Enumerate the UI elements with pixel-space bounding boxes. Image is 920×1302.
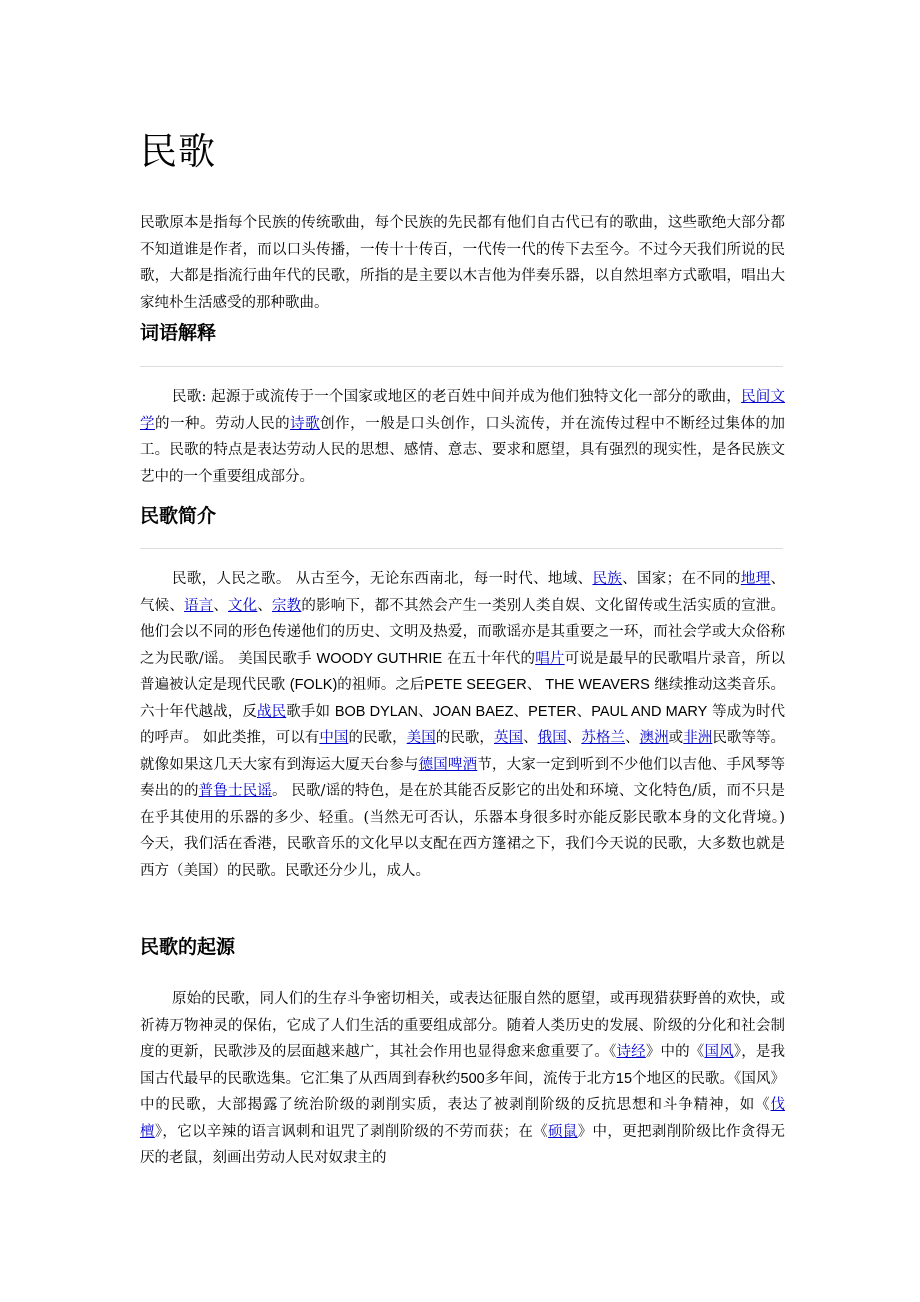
link-shijing[interactable]: 诗经: [616, 1044, 646, 1060]
intro-section-paragraph: [140, 566, 785, 884]
section-heading-origin: 民歌的起源: [140, 936, 236, 958]
text-run: 、: [213, 597, 228, 614]
section-divider: [140, 548, 783, 549]
text-run: 的影响下，都不其然会产生一类别人类自娱、文化留传或生活实质的宣泄。 他们会以不同的形色传递他们的历史、文明及热爱，而歌谣亦是其重要之一环，而社会学或大众俗称之为民歌/谣。 美国民歌手: [140, 597, 786, 667]
link-guofeng[interactable]: 国风: [704, 1044, 734, 1060]
link-australia[interactable]: 澳洲: [639, 730, 669, 746]
text-run: 民歌，人民之歌。 从古至今，无论东西南北，每一时代、地域、: [172, 571, 593, 587]
link-record[interactable]: 唱片: [535, 650, 565, 667]
text-run: 》，是我国古代最早的民歌选集。它汇集了从西周到春秋约: [140, 1044, 786, 1087]
link-shuoshu[interactable]: 硕鼠: [548, 1123, 578, 1140]
link-poetry[interactable]: 诗歌: [290, 415, 321, 432]
text-run: 、: [566, 730, 582, 746]
link-prussian-folk[interactable]: 普鲁士民谣: [198, 783, 272, 799]
text-run: 在五十年代的: [442, 650, 536, 667]
text-run: 。 民歌/谣的特色，是在於其能否反影它的出处和环境、文化特色/质，而不只是在乎其使用的乐器的多少、轻重。(当然无可否认，乐器本身很多时亦能反影民歌本身的文化背境。) 今天，我们活在香港，民歌音乐的文化早以支配在西方篷裙之下，我们今天说的民歌，大多数也就是西方（美国）的民歌。民歌还分少儿，成人。: [140, 783, 786, 879]
link-anti-war[interactable]: 战民: [257, 703, 287, 720]
section-heading-intro: 民歌简介: [140, 505, 217, 527]
text-run: 》中，更把剥削阶级比作贪得无厌的老鼠，刻画出劳动人民对奴隶主的: [140, 1123, 786, 1166]
text-run: 节，大家一定到听到不少他们以吉他、手风琴等奏出的的: [140, 756, 786, 799]
link-uk[interactable]: 英国: [493, 730, 524, 746]
text-run: 15: [615, 1070, 633, 1087]
text-run: 原始的民歌，同人们的生存斗争密切相关，或表达征服自然的愿望，或再现猎获野兽的欢快，或祈祷万物神灵的保佑，它成了人们生活的重要组成部分。随着人类历史的发展、阶级的分化和社会制度的更新，民歌涉及的层面越来越广，其社会作用也显得愈来愈重要了。《: [140, 991, 785, 1060]
link-religion[interactable]: 宗教: [272, 597, 302, 614]
text-run: 的民歌，: [435, 730, 494, 746]
text-run: 等成为时代的呼声。 如此类推，可以有: [140, 703, 786, 746]
link-language[interactable]: 语言: [184, 597, 214, 614]
text-run: 、: [523, 730, 538, 746]
text-run: WOODY GUTHRIE: [316, 650, 443, 667]
text-run: 的一种。劳动人民的: [155, 415, 291, 432]
definition-paragraph: [140, 384, 785, 490]
text-run: 个地区的民歌。《国风》中的民歌，大部揭露了统治阶级的剥削实质，表达了被剥削阶级的反抗思想和斗争精神，如《: [140, 1070, 786, 1113]
link-folk-literature[interactable]: 民间文学: [140, 389, 786, 432]
text-run: 、: [257, 597, 272, 614]
text-run: 歌手如: [286, 703, 335, 720]
text-run: 民歌: 起源于或流传于一个国家或地区的老百姓中间并成为他们独特文化一部分的歌曲，: [172, 389, 742, 405]
text-run: 继续推动这类音乐。六十年代越战，反: [140, 677, 786, 720]
text-run: BOB DYLAN、JOAN BAEZ、PETER、PAUL AND MARY: [334, 703, 708, 720]
text-run: 》中的《: [645, 1044, 705, 1060]
link-scotland[interactable]: 苏格兰: [581, 730, 625, 746]
text-run: 民歌等等。就像如果这几天大家有到海运大厦天台参与: [140, 730, 786, 773]
text-run: 、气候、: [140, 571, 786, 614]
link-china[interactable]: 中国: [319, 730, 349, 746]
text-run: 的民歌，: [348, 730, 407, 746]
link-ethnicity[interactable]: 民族: [592, 571, 623, 587]
text-run: 的祖师。之后: [337, 677, 425, 693]
section-divider: [140, 366, 783, 367]
link-usa[interactable]: 美国: [406, 730, 436, 746]
text-run: 》，它以辛辣的语言讽刺和诅咒了剥削阶级的不劳而获；在《: [154, 1123, 549, 1140]
intro-paragraph: 民歌原本是指每个民族的传统歌曲，每个民族的先民都有他们自古代已有的歌曲，这些歌绝大部分都不知道谁是作者，而以口头传播，一传十十传百，一代传一代的传下去至今。不过今天我们所说的民歌，大都是指流行曲年代的民歌，所指的是主要以木吉他为伴奏乐器，以自然坦率方式歌唱，唱出大家纯朴生活感受的那种歌曲。: [140, 215, 785, 311]
text-run: (FOLK): [289, 677, 338, 693]
link-german-beer[interactable]: 德国啤酒: [418, 756, 478, 773]
section-heading-definition: 词语解释: [140, 322, 217, 344]
origin-paragraph: [140, 986, 785, 1172]
link-africa[interactable]: 非洲: [683, 730, 713, 746]
text-run: 、国家；在不同的: [622, 571, 741, 587]
link-geography[interactable]: 地理: [740, 571, 771, 587]
text-run: 创作，一般是口头创作，口头流传，并在流传过程中不断经过集体的加工。民歌的特点是表达劳动人民的思想、感情、意志、要求和愿望，具有强烈的现实性，是各民族文艺中的一个重要组成部分。: [140, 415, 786, 485]
link-culture[interactable]: 文化: [228, 597, 258, 614]
text-run: 可说是最早的民歌唱片录音，所以普遍被认定是现代民歌: [140, 650, 786, 693]
page-title: 民歌: [140, 130, 216, 173]
text-run: PETE SEEGER、 THE WEAVERS: [424, 677, 650, 693]
text-run: 500: [460, 1070, 485, 1087]
link-fatan[interactable]: 伐檀: [140, 1097, 785, 1140]
text-run: 多年间，流传于北方: [484, 1070, 616, 1087]
text-run: 、: [625, 730, 640, 746]
text-run: 或: [668, 730, 684, 746]
link-russia[interactable]: 俄国: [537, 730, 567, 746]
